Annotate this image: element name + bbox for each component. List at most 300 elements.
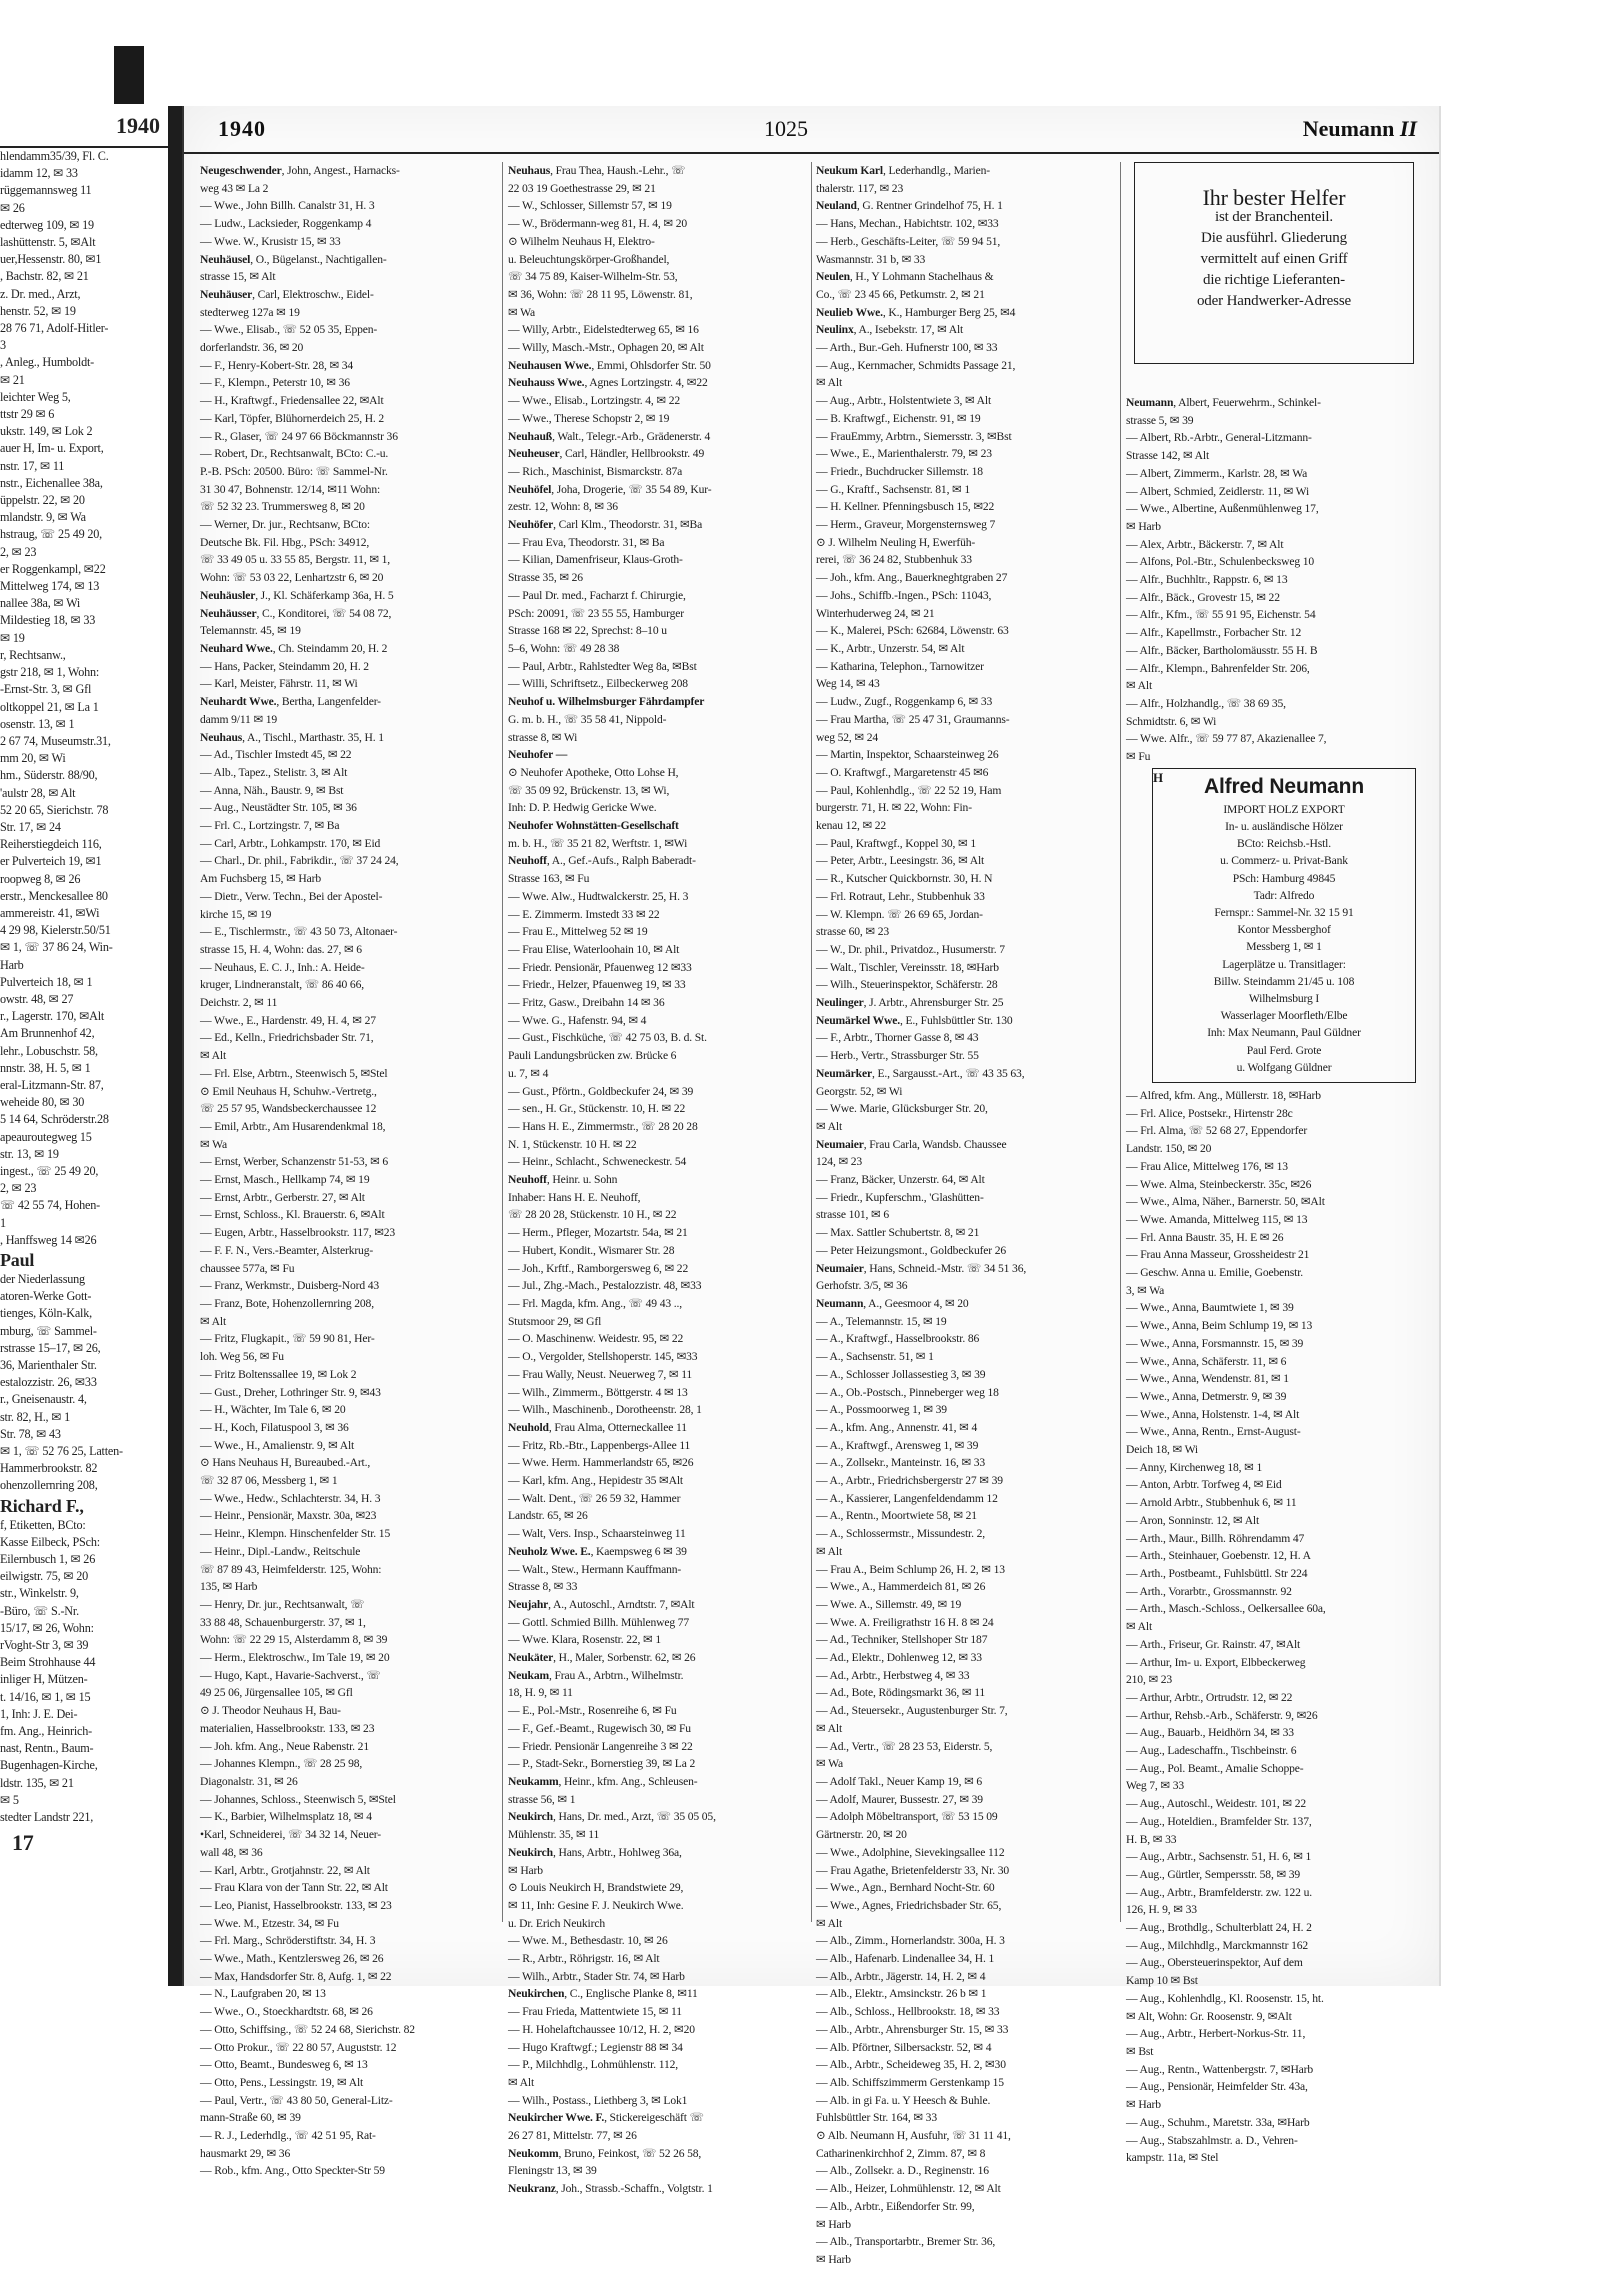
directory-entry: strasse 8, ✉ Wi	[508, 730, 578, 744]
directory-entry: — Anny, Kirchenweg 18, ✉ 1	[1126, 1460, 1263, 1474]
directory-entry: Neuhäusler, J., Kl. Schäferkamp 36a, H. 5	[200, 588, 394, 602]
directory-entry: — Alb., Arbtr., Jägerstr. 14, H. 2, ✉ 4	[816, 1969, 986, 1983]
directory-entry: ⊙ Emil Neuhaus H, Schuhw.-Vertretg.,	[200, 1084, 377, 1098]
directory-entry: — Otto, Pens., Lessingstr. 19, ✉ Alt	[200, 2075, 364, 2089]
previous-page-line: ingest., ☏ 25 49 20,	[0, 1163, 99, 1178]
directory-entry: strasse 60, ✉ 23	[816, 925, 890, 939]
directory-entry: Mühlenstr. 35, ✉ 11	[508, 1828, 600, 1842]
directory-entry: — Friedr. Pensionär Langenreihe 3 ✉ 22	[508, 1739, 693, 1753]
directory-entry: ✉ Alt	[816, 1916, 843, 1930]
previous-page-line: Str. 78, ✉ 43	[0, 1426, 61, 1441]
directory-entry: Neuhof u. Wilhelmsburger Fährdampfer	[508, 695, 705, 709]
directory-entry: Fleningstr 13, ✉ 39	[508, 2164, 597, 2178]
directory-entry: Stutsmoor 29, ✉ Gfl	[508, 1314, 602, 1328]
directory-entry: — Gust., Dreher, Lothringer Str. 9, ✉43	[200, 1385, 381, 1399]
directory-entry: ✉ Alt	[508, 2075, 535, 2089]
header-page-number: 1025	[764, 116, 808, 141]
directory-entry: — Peter Heizungsmont., Goldbeckufer 26	[816, 1243, 1007, 1257]
directory-entry: ✉ Alt	[816, 1721, 843, 1735]
directory-entry: — Wwe., E., Marienthalerstr. 79, ✉ 23	[816, 447, 992, 461]
directory-entry: 124, ✉ 23	[816, 1155, 863, 1169]
directory-entry: — Alfr., Kfm., ☏ 55 91 95, Eichenstr. 54	[1126, 608, 1316, 622]
directory-entry: u. 7, ✉ 4	[508, 1066, 549, 1080]
advert-line: vermittelt auf einen Griff	[1200, 250, 1348, 267]
directory-entry: — Aron, Sonninstr. 12, ✉ Alt	[1126, 1513, 1260, 1527]
directory-entry: — Wwe. Marie, Glücksburger Str. 20,	[816, 1102, 988, 1116]
directory-entry: Gärtnerstr. 20, ✉ 20	[816, 1828, 907, 1842]
directory-entry: — A., Rentn., Moortwiete 58, ✉ 21	[816, 1509, 977, 1523]
previous-page-line: Pulverteich 18, ✉ 1	[0, 974, 93, 989]
directory-entry: Neuhöfer, Carl Klm., Theodorstr. 31, ✉Ba	[508, 518, 703, 532]
directory-entry: — Arth., Friseur, Gr. Rainstr. 47, ✉Alt	[1126, 1637, 1301, 1651]
directory-entry: — P., Milchhdlg., Lohmühlenstr. 112,	[508, 2058, 679, 2072]
previous-page-line: ✉ 21	[0, 372, 25, 387]
previous-page-line: rVoght-Str 3, ✉ 39	[0, 1638, 89, 1653]
directory-entry: weg 52, ✉ 24	[816, 730, 879, 744]
previous-page-line: 15/17, ✉ 26, Wohn:	[0, 1620, 94, 1635]
directory-entry: — Walt, Vers. Insp., Schaarsteinweg 11	[508, 1527, 686, 1541]
directory-entry: — Wwe., Hedw., Schlachterstr. 34, H. 3	[200, 1491, 381, 1505]
directory-entry: — Ad., Steuersekr., Augustenburger Str. 7,	[816, 1704, 1008, 1718]
directory-entry: — Friedr., Helzer, Pfauenweg 19, ✉ 33	[508, 978, 686, 992]
directory-entry: Neujahr, A., Autoschl., Arndtstr. 7, ✉Alt	[508, 1597, 695, 1611]
directory-entry: — Frl. C., Lortzingstr. 7, ✉ Ba	[200, 819, 340, 833]
previous-page-line: 4 29 98, Kielerstr.50/51	[0, 923, 111, 938]
directory-entry: — Alfr., Kapellmstr., Forbacher Str. 12	[1126, 626, 1302, 640]
directory-entry: — Fritz, Rb.-Btr., Lappenbergs-Allee 11	[508, 1438, 691, 1452]
advert-text	[1135, 207, 1413, 312]
directory-entry: — Friedr. Pensionär, Pfauenweg 12 ✉33	[508, 960, 692, 974]
directory-entry: Neumaier, Frau Carla, Wandsb. Chaussee	[816, 1137, 1007, 1151]
directory-entry: — Anton, Arbtr. Torfweg 4, ✉ Eid	[1126, 1478, 1282, 1492]
directory-entry: — Ad., Elektr., Dohlenweg 12, ✉ 33	[816, 1651, 982, 1665]
directory-entry: — Joh., Krftf., Ramborgersweg 6, ✉ 22	[508, 1261, 689, 1275]
directory-entry: Neumann, Albert, Feuerwehrm., Schinkel-	[1126, 396, 1321, 409]
previous-page-year: 1940	[0, 106, 168, 148]
directory-entry: ⊙ Hans Neuhaus H, Bureaubed.-Art.,	[200, 1456, 371, 1470]
directory-entry: — Aug., Arbtr., Bramfelderstr. zw. 122 u.	[1126, 1885, 1312, 1899]
directory-entry: — Wwe. M., Etzestr. 34, ✉ Fu	[200, 1916, 339, 1930]
directory-entry: — Ad., Tischler Imstedt 45, ✉ 22	[200, 748, 352, 762]
directory-entry: 210, ✉ 23	[1126, 1673, 1173, 1687]
previous-page-line: Bugenhagen-Kirche,	[0, 1758, 98, 1773]
directory-entry: Neuhauss Wwe., Agnes Lortzingstr. 4, ✉22	[508, 376, 708, 390]
directory-entry: — Aug., Pol. Beamt., Amalie Schoppe-	[1126, 1761, 1304, 1775]
directory-entry: Neuhofer —	[508, 748, 568, 762]
directory-entry: ✉ Alt	[1126, 1620, 1153, 1634]
directory-entry: Neumärker, E., Sargausst.-Art., ☏ 43 35 63,	[816, 1066, 1025, 1080]
directory-entry: — A., Sachsenstr. 51, ✉ 1	[816, 1350, 934, 1364]
previous-page-line: hlendamm35/39, Fl. C.	[0, 149, 109, 163]
directory-entry: — A., Schlossermstr., Missundestr. 2,	[816, 1527, 986, 1541]
previous-page-line: hm., Süderstr. 88/90,	[0, 768, 98, 783]
previous-page-line: fm. Ang., Heinrich-	[0, 1724, 92, 1739]
previous-page-line: roopweg 8, ✉ 26	[0, 871, 81, 886]
directory-entry: G. m. b. H., ☏ 35 58 41, Nippold-	[508, 712, 667, 726]
directory-entry: — Hans, Mechan., Habichtstr. 102, ✉33	[816, 217, 999, 231]
binding-edge-top	[114, 46, 144, 104]
directory-entry: — O. Kraftwgf., Margaretenstr 45 ✉6	[816, 765, 989, 779]
directory-entry: Neumann, A., Geesmoor 4, ✉ 20	[816, 1297, 969, 1310]
directory-entry: Winterhuderweg 24, ✉ 21	[816, 606, 935, 620]
directory-entry: ✉ Harb	[1126, 519, 1161, 533]
directory-entry: — Alb. in gi Fa. u. Y Heesch & Buhle.	[816, 2093, 991, 2107]
directory-entry: — Otto, Schiffsing., ☏ 52 24 68, Sierichstr. 82	[200, 2022, 415, 2036]
directory-entry: Strasse 168 ✉ 22, Sprechst: 8–10 u	[508, 624, 667, 638]
previous-page-line: lehr., Lobuschstr. 58,	[0, 1043, 98, 1058]
previous-page-line: ✉ 19	[0, 630, 25, 645]
previous-page-line: der Niederlassung	[0, 1272, 85, 1286]
directory-entry: Pauli Landungsbrücken zw. Brücke 6	[508, 1049, 677, 1063]
directory-entry: — A., Arbtr., Friedrichsbergerstr 27 ✉ 39	[816, 1474, 1003, 1488]
directory-entry: ✉ Fu	[1126, 750, 1151, 764]
directory-entry: — Wwe., John Billh. Canalstr 31, H. 3	[200, 199, 375, 213]
directory-entry: — Wwe., H., Amalienstr. 9, ✉ Alt	[200, 1438, 355, 1452]
previous-page-line: Mildestieg 18, ✉ 33	[0, 613, 96, 628]
previous-page-line: lashüttenstr. 5, ✉Alt	[0, 235, 96, 250]
company-line: Kontor Messberghof	[1237, 923, 1331, 937]
directory-entry: — Dietr., Verw. Techn., Bei der Apostel-	[200, 889, 383, 903]
previous-page-line: 52 20 65, Sierichstr. 78	[0, 802, 109, 817]
directory-entry: ☏ 28 20 28, Stückenstr. 10 H., ✉ 22	[508, 1208, 677, 1222]
directory-entry: — A., Kraftwgf., Arensweg 1, ✉ 39	[816, 1438, 979, 1452]
directory-entry: — Wwe. Amanda, Mittelweg 115, ✉ 13	[1126, 1212, 1308, 1226]
directory-entry: — Alfr., Buchhltr., Rappstr. 6, ✉ 13	[1126, 573, 1288, 587]
previous-page-line: er Roggenkampl, ✉22	[0, 561, 106, 576]
previous-page-line: Beim Strohhause 44	[0, 1655, 96, 1670]
directory-entry: — Johannes, Schloss., Steenwisch 5, ✉Stel	[200, 1792, 396, 1806]
previous-page-line: ✉ 26	[0, 200, 25, 215]
directory-entry: — Alb., Zollsekr. a. D., Reginenstr. 16	[816, 2164, 989, 2178]
directory-entry: — Henry, Dr. jur., Rechtsanwalt, ☏	[200, 1597, 365, 1611]
directory-entry: — W., Brödermann-weg 81, H. 4, ✉ 20	[508, 217, 687, 231]
directory-entry: Neuhöfel, Joha, Drogerie, ☏ 35 54 89, Kur-	[508, 482, 712, 496]
directory-entry: — Fritz, Flugkapit., ☏ 59 90 81, Her-	[200, 1332, 375, 1346]
directory-entry: — Karl, kfm. Ang., Hepidestr 35 ✉Alt	[508, 1474, 683, 1488]
directory-entry: — Alfr., Bäck., Grovestr 15, ✉ 22	[1126, 590, 1280, 604]
previous-page-line: f, Etiketten, BCto:	[0, 1517, 86, 1532]
directory-entry: — Arthur, Im- u. Export, Elbbeckerweg	[1126, 1655, 1306, 1669]
directory-entry: — Alb. Pförtner, Silbersackstr. 52, ✉ 4	[816, 2040, 992, 2054]
directory-entry: — Rich., Maschinist, Bismarckstr. 87a	[508, 464, 683, 478]
previous-page-line: Richard F.,	[0, 1495, 84, 1516]
directory-entry: Neukomm, Bruno, Feinkost, ☏ 52 26 58,	[508, 2146, 702, 2160]
directory-entry: Gerhofstr. 3/5, ✉ 36	[816, 1279, 908, 1293]
directory-entry: kruger, Lindneranstalt, ☏ 86 40 66,	[200, 978, 364, 992]
directory-entry: — Wwe., Math., Kentzlersweg 26, ✉ 26	[200, 1952, 384, 1966]
directory-entry: Neukirch, Hans, Dr. med., Arzt, ☏ 35 05 05,	[508, 1810, 716, 1824]
directory-entry: — Ed., Kelln., Friedrichsbader Str. 71,	[200, 1031, 374, 1045]
header-running-title: Neumann II	[1302, 116, 1417, 141]
previous-page-line: ammereistr. 41, ✉Wi	[0, 905, 100, 920]
directory-entry: ⊙ Alb. Neumann H, Ausfuhr, ☏ 31 11 41,	[816, 2129, 1011, 2143]
directory-entry: Kamp 10 ✉ Bst	[1126, 1974, 1198, 1988]
directory-entry: Neuhausen Wwe., Emmi, Ohlsdorfer Str. 50	[508, 358, 711, 372]
previous-page-line: nast, Rentn., Baum-	[0, 1741, 94, 1756]
directory-entry: 31 30 47, Bohnenstr. 12/14, ✉11 Wohn:	[200, 482, 381, 496]
directory-entry: — Geschw. Anna u. Emilie, Goebenstr.	[1126, 1266, 1304, 1280]
directory-entry: — R., Glaser, ☏ 24 97 66 Böckmannstr 36	[200, 429, 398, 443]
directory-entry: — Hugo Kraftwgf.; Legienstr 88 ✉ 34	[508, 2040, 683, 2054]
previous-page-line: henstr. 52, ✉ 19	[0, 303, 76, 318]
directory-entry: — Wwe. Alw., Hudtwalckerstr. 25, H. 3	[508, 889, 689, 903]
directory-entry: — Alex, Arbtr., Bäckerstr. 7, ✉ Alt	[1126, 537, 1284, 551]
company-line: Messberg 1, ✉ 1	[1246, 940, 1322, 954]
directory-entry: — P., Stadt-Sekr., Bornerstieg 39, ✉ La 2	[508, 1757, 696, 1771]
previous-page-line: stedter Landstr 221,	[0, 1810, 94, 1825]
directory-entry: — Alb., Tapez., Stelistr. 3, ✉ Alt	[200, 765, 348, 779]
directory-entry: — Paul, Kohlenhdlg., ☏ 22 52 19, Ham	[816, 783, 1002, 797]
directory-entry: Strasse 163, ✉ Fu	[508, 872, 590, 886]
directory-entry: — W., Dr. phil., Privatdoz., Husumerstr. 7	[816, 942, 1005, 956]
column-3	[816, 162, 1116, 2266]
previous-page-line: 2 67 74, Museumstr.31,	[0, 733, 111, 748]
directory-entry: — Aug., Arbtr., Holstentwiete 3, ✉ Alt	[816, 394, 992, 408]
directory-entry: — Werner, Dr. jur., Rechtsanw, BCto:	[200, 518, 370, 532]
company-line: Billw. Steindamm 21/45 u. 108	[1213, 974, 1355, 988]
previous-page-line: str. 13, ✉ 19	[0, 1146, 59, 1161]
directory-entry: — Heinr., Klempn. Hinschenfelder Str. 15	[200, 1527, 391, 1541]
directory-entry: — Frau E., Mittelweg 52 ✉ 19	[508, 925, 648, 939]
previous-page-line: inliger H, Mützen-	[0, 1672, 88, 1687]
advert-title: Ihr bester Helfer	[1202, 185, 1346, 210]
previous-page-line: 2, ✉ 23	[0, 544, 37, 559]
previous-page-line: r., Lagerstr. 170, ✉Alt	[0, 1009, 105, 1024]
directory-entry: ⊙ Louis Neukirch H, Brandstwiete 29,	[508, 1881, 684, 1895]
previous-page-line: str., Winkelstr. 9,	[0, 1586, 79, 1601]
directory-entry: Neuhoff, A., Gef.-Aufs., Ralph Baberadt-	[508, 854, 696, 868]
previous-page-line: -Ernst-Str. 3, ✉ Gfl	[0, 682, 92, 697]
directory-entry: thalerstr. 117, ✉ 23	[816, 181, 904, 195]
directory-entry: ⊙ Neuhofer Apotheke, Otto Lohse H,	[508, 765, 679, 779]
directory-entry: — Eugen, Arbtr., Hasselbrookstr. 117, ✉23	[200, 1226, 396, 1240]
directory-entry: ☏ 87 89 43, Heimfelderstr. 125, Wohn:	[200, 1562, 382, 1576]
directory-entry: — Alb. Schiffszimmerm Gerstenkamp 15	[816, 2075, 1004, 2089]
directory-entry: wall 48, ✉ 36	[200, 1845, 263, 1859]
directory-entry: — Aug., Ladeschaffn., Tischbeinstr. 6	[1126, 1744, 1297, 1758]
directory-entry: — Wwe. Klara, Rosenstr. 22, ✉ 1	[508, 1633, 661, 1647]
directory-entry: kirche 15, ✉ 19	[200, 907, 272, 921]
company-mark: H	[1153, 769, 1163, 785]
directory-entry: Telemannstr. 45, ✉ 19	[200, 624, 301, 638]
directory-entry: Neuhardt Wwe., Bertha, Langenfelder-	[200, 695, 381, 709]
directory-entry: ☏ 33 49 05 u. 33 55 85, Bergstr. 11, ✉ 1,	[200, 553, 391, 567]
previous-page-lines	[0, 148, 168, 1826]
directory-entry: ✉ 36, Wohn: ☏ 28 11 95, Löwenstr. 81,	[508, 287, 693, 301]
directory-entry: ✉ Harb	[1126, 2098, 1161, 2112]
previous-page-line: hstraug, ☏ 25 49 20,	[0, 527, 102, 542]
directory-entry: m. b. H., ☏ 35 21 82, Werftstr. 1, ✉Wi	[508, 836, 688, 850]
directory-entry: stedterweg 127a ✉ 19	[200, 305, 300, 319]
directory-entry: N. 1, Stückenstr. 10 H. ✉ 22	[508, 1137, 637, 1151]
directory-entry: — Kilian, Damenfriseur, Klaus-Groth-	[508, 553, 683, 567]
company-line: In- u. ausländische Hölzer	[1225, 819, 1343, 833]
previous-page-line: 'aulstr 28, ✉ Alt	[0, 785, 76, 800]
directory-entry: — Aug., Kernmacher, Schmidts Passage 21,	[816, 358, 1016, 372]
directory-entry: rerei, ☏ 36 24 82, Stubbenhuk 33	[816, 553, 972, 567]
directory-entry: — Aug., Arbtr., Sachsenstr. 51, H. 6, ✉ 1	[1126, 1850, 1312, 1864]
directory-entry: — Paul Dr. med., Facharzt f. Chirurgie,	[508, 588, 686, 602]
directory-entry: u. Dr. Erich Neukirch	[508, 1916, 605, 1930]
directory-entry: ☏ 25 57 95, Wandsbeckerchaussee 12	[200, 1102, 377, 1116]
directory-entry: — Frau Martha, ☏ 25 47 31, Graumanns-	[816, 712, 1010, 726]
previous-page-line: rüggemannsweg 11	[0, 183, 92, 198]
advert-line: oder Handwerker-Adresse	[1196, 292, 1352, 309]
previous-page-line: 1, Inh: J. E. Dei-	[0, 1706, 78, 1721]
directory-entry: Inh: D. P. Hedwig Gericke Wwe.	[508, 801, 657, 815]
directory-entry: ✉ Harb	[508, 1863, 543, 1877]
directory-entry: — Wwe., Elisab., Lortzingstr. 4, ✉ 22	[508, 394, 681, 408]
directory-entry: — Arthur, Arbtr., Ortrudstr. 12, ✉ 22	[1126, 1690, 1293, 1704]
directory-entry: Neukranz, Joh., Strassb.-Schaffn., Volgtstr. 1	[508, 2182, 713, 2196]
directory-entry: ✉ Harb	[816, 2252, 851, 2266]
advert-line: Die ausführl. Gliederung	[1201, 229, 1347, 246]
previous-page-line: r, Rechtsanw.,	[0, 647, 66, 662]
directory-entry: Neulen, H., Y Lohmann Stachelhaus &	[816, 270, 994, 284]
company-line: Wasserlager Moorfleth/Elbe	[1220, 1009, 1348, 1023]
directory-entry: — Gottl. Schmied Billh. Mühlenweg 77	[508, 1615, 690, 1629]
directory-entry: — Wwe., Anna, Forsmannstr. 15, ✉ 39	[1126, 1336, 1304, 1350]
directory-entry: — Alb., Schloss., Hellbrookstr. 18, ✉ 33	[816, 2005, 1000, 2019]
directory-entry: — Ernst, Werber, Schanzenstr 51-53, ✉ 6	[200, 1155, 389, 1169]
directory-entry: Neuhoff, Heinr. u. Sohn	[508, 1173, 618, 1187]
directory-entry: — Aug., Gürtler, Sempersstr. 58, ✉ 39	[1126, 1867, 1301, 1881]
directory-entry: ✉ Bst	[1126, 2044, 1154, 2058]
directory-entry: Strasse 35, ✉ 26	[508, 571, 583, 585]
directory-entry: Fuhlsbüttler Str. 164, ✉ 33	[816, 2111, 937, 2125]
directory-entry: — F., Gef.-Beamt., Rugewisch 30, ✉ Fu	[508, 1721, 691, 1735]
directory-entry: — F. F. N., Vers.-Beamter, Alsterkrug-	[200, 1243, 374, 1257]
directory-entry: — Wwe., Therese Schopstr 2, ✉ 19	[508, 411, 670, 425]
company-details	[1153, 801, 1415, 1076]
directory-entry: Georgstr. 52, ✉ Wi	[816, 1084, 903, 1098]
directory-entry: — Aug., Pensionär, Heimfelder Str. 43a,	[1126, 2080, 1308, 2094]
directory-entry: weg 43 ✉ La 2	[200, 181, 269, 195]
directory-entry: 135, ✉ Harb	[200, 1580, 258, 1594]
directory-entry: — Ad., Vertr., ☏ 28 23 53, Eiderstr. 5,	[816, 1739, 993, 1753]
directory-entry: ✉ Alt	[200, 1314, 227, 1328]
directory-entry: ⊙ J. Theodor Neuhaus H, Bau-	[200, 1704, 341, 1718]
directory-entry: damm 9/11 ✉ 19	[200, 712, 278, 726]
directory-entry: — Ludw., Lacksieder, Roggenkamp 4	[200, 217, 372, 231]
previous-page-line: ttstr 29 ✉ 6	[0, 407, 55, 422]
directory-entry: — Wwe., Anna, Wendenstr. 81, ✉ 1	[1126, 1372, 1289, 1386]
directory-entry: Co., ☏ 23 45 66, Petkumstr. 2, ✉ 21	[816, 287, 985, 301]
directory-entry: — Frl. Alma, ☏ 52 68 27, Eppendorfer	[1126, 1124, 1308, 1138]
directory-entry: Weg 7, ✉ 33	[1126, 1779, 1185, 1793]
directory-entry: — Ad., Arbtr., Herbstweg 4, ✉ 33	[816, 1668, 970, 1682]
directory-entry: — H., Koch, Filatuspool 3, ✉ 36	[200, 1420, 349, 1434]
previous-page-line: erstr., Menckesallee 80	[0, 888, 108, 903]
directory-entry: — Hugo, Kapt., Havarie-Sachverst., ☏	[200, 1668, 381, 1682]
directory-entry: ⊙ J. Wilhelm Neuling H, Ewerfüh-	[816, 535, 976, 549]
directory-entry: — K., Arbtr., Unzerstr. 54, ✉ Alt	[816, 641, 965, 655]
directory-entry: Deichstr. 2, ✉ 11	[200, 996, 278, 1010]
directory-entry: mann-Straße 60, ✉ 39	[200, 2111, 301, 2125]
directory-entry: Neuhäusser, C., Konditorei, ☏ 54 08 72,	[200, 606, 392, 620]
directory-entry: Neukum Karl, Lederhandlg., Marien-	[816, 164, 990, 177]
previous-page-line: ✉ 1, ☏ 37 86 24, Win-	[0, 940, 113, 955]
previous-page-line: weheide 80, ✉ 30	[0, 1095, 85, 1110]
company-line: Inh: Max Neumann, Paul Güldner	[1207, 1026, 1361, 1040]
directory-entry: — Ad., Techniker, Stellshoper Str 187	[816, 1633, 988, 1647]
directory-entry: ✉ Alt	[816, 1119, 843, 1133]
directory-entry: — Adolf, Maurer, Bussestr. 27, ✉ 39	[816, 1792, 983, 1806]
previous-page-line: owstr. 48, ✉ 27	[0, 991, 74, 1006]
directory-entry: — E., Tischlermstr., ☏ 43 50 73, Altonaer-	[200, 925, 398, 939]
directory-entry: — Wwe. W., Krusistr 15, ✉ 33	[200, 234, 341, 248]
directory-entry: — Alfr., Klempn., Bahrenfelder Str. 206,	[1126, 661, 1310, 675]
directory-entry: P.-B. PSch: 20500. Büro: ☏ Sammel-Nr.	[200, 464, 388, 478]
directory-entry: ☏ 32 87 06, Messberg 1, ✉ 1	[200, 1474, 338, 1488]
directory-entry: — Wwe., Anna, Schäferstr. 11, ✉ 6	[1126, 1354, 1287, 1368]
directory-entry: strasse 15, ✉ Alt	[200, 270, 276, 284]
previous-page-line: Am Brunnenhof 42,	[0, 1026, 95, 1041]
directory-entry: ✉ Wa	[508, 305, 535, 319]
directory-entry: — A., Kraftwgf., Hasselbrookstr. 86	[816, 1332, 980, 1346]
directory-entry: — Jul., Zhg.-Mach., Pestalozzistr. 48, ✉33	[508, 1279, 702, 1293]
directory-entry: Neugeschwender, John, Angest., Harnacks-	[200, 164, 400, 177]
directory-entry: chaussee 577a, ✉ Fu	[200, 1261, 295, 1275]
directory-entry: — Heinr., Pensionär, Maxstr. 30a, ✉23	[200, 1509, 377, 1523]
directory-entry: — Aug., Autoschl., Weidestr. 101, ✉ 22	[1126, 1797, 1306, 1811]
directory-entry: — Karl, Töpfer, Blühornerdeich 25, H. 2	[200, 411, 385, 425]
directory-entry: — Albert, Schmied, Zeidlerstr. 11, ✉ Wi	[1126, 484, 1310, 498]
directory-entry: — Wwe., Elisab., ☏ 52 05 35, Eppen-	[200, 323, 378, 337]
directory-entry: — Wwe., Anna, Holstenstr. 1-4, ✉ Alt	[1126, 1407, 1300, 1421]
directory-entry: — Hubert, Kondit., Wismarer Str. 28	[508, 1243, 675, 1257]
column-1	[200, 162, 498, 2178]
previous-page-line: Hammerbrookstr. 82	[0, 1461, 98, 1476]
directory-entry: Catharinenkirchhof 2, Zimm. 87, ✉ 8	[816, 2146, 986, 2160]
company-line: IMPORT HOLZ EXPORT	[1223, 802, 1345, 816]
directory-entry: — Joh., kfm. Ang., Bauerkneghtgraben 27	[816, 571, 1008, 585]
directory-entry: — G., Kraftf., Sachsenstr. 81, ✉ 1	[816, 482, 971, 496]
directory-entry: — Otto, Beamt., Bundesweg 6, ✉ 13	[200, 2058, 368, 2072]
directory-entry: — Wwe. Alfr., ☏ 59 77 87, Akazienallee 7,	[1126, 732, 1327, 746]
directory-entry: strasse 5, ✉ 39	[1126, 413, 1194, 427]
directory-entry: Landstr. 150, ✉ 20	[1126, 1142, 1212, 1156]
directory-entry: Neukircher Wwe. F., Stickereigeschäft ☏	[508, 2111, 704, 2125]
previous-page-line: estalozzistr. 26, ✉33	[0, 1375, 97, 1390]
directory-entry: kenau 12, ✉ 22	[816, 819, 887, 833]
directory-entry: Neulieb Wwe., K., Hamburger Berg 25, ✉4	[816, 305, 1016, 319]
directory-entry: Deich 18, ✉ Wi	[1126, 1443, 1198, 1457]
directory-entry: — Wwe., Anna, Baumtwiete 1, ✉ 39	[1126, 1301, 1294, 1315]
previous-page-line: eilwigstr. 75, ✉ 20	[0, 1569, 88, 1584]
previous-page-line: Str. 17, ✉ 24	[0, 819, 61, 834]
directory-entry: — R., Kutscher Quickbornstr. 30, H. N	[816, 872, 993, 886]
directory-entry: — Paul, Kraftwgf., Koppel 30, ✉ 1	[816, 836, 976, 850]
directory-entry: — Aug., Kohlenhdlg., Kl. Roosenstr. 15, ht.	[1126, 1991, 1324, 2005]
directory-entry: Neukamm, Heinr., kfm. Ang., Schleusen-	[508, 1774, 698, 1788]
previous-page-line: üppelstr. 22, ✉ 20	[0, 493, 85, 508]
directory-entry: — Fritz, Gasw., Dreibahn 14 ✉ 36	[508, 996, 665, 1010]
directory-entry: — Wilh., Zimmerm., Böttgerstr. 4 ✉ 13	[508, 1385, 688, 1399]
previous-page-line: 3	[0, 338, 6, 353]
directory-entry: — Robert, Dr., Rechtsanwalt, BCto: C.-u.	[200, 447, 389, 461]
directory-entry: — Wwe. A. Freiligrathstr 16 H. 8 ✉ 24	[816, 1615, 994, 1629]
directory-entry: Neuhaus, Frau Thea, Haush.-Lehr., ☏	[508, 164, 686, 177]
directory-entry: — Martin, Inspektor, Schaarsteinweg 26	[816, 748, 999, 762]
directory-entry: ⊙ Wilhelm Neuhaus H, Elektro-	[508, 234, 655, 248]
company-name: Alfred Neumann	[1203, 774, 1365, 798]
directory-entry: — Aug., Brothdlg., Schulterblatt 24, H. 2	[1126, 1921, 1312, 1935]
directory-entry: — Emil, Arbtr., Am Husarendenkmal 18,	[200, 1119, 386, 1133]
directory-entry: — Frau Alice, Mittelweg 176, ✉ 13	[1126, 1159, 1288, 1173]
directory-entry: — Wwe., Anna, Beim Schlump 19, ✉ 13	[1126, 1319, 1313, 1333]
directory-entry: 49 25 06, Jürgensallee 105, ✉ Gfl	[200, 1686, 353, 1700]
